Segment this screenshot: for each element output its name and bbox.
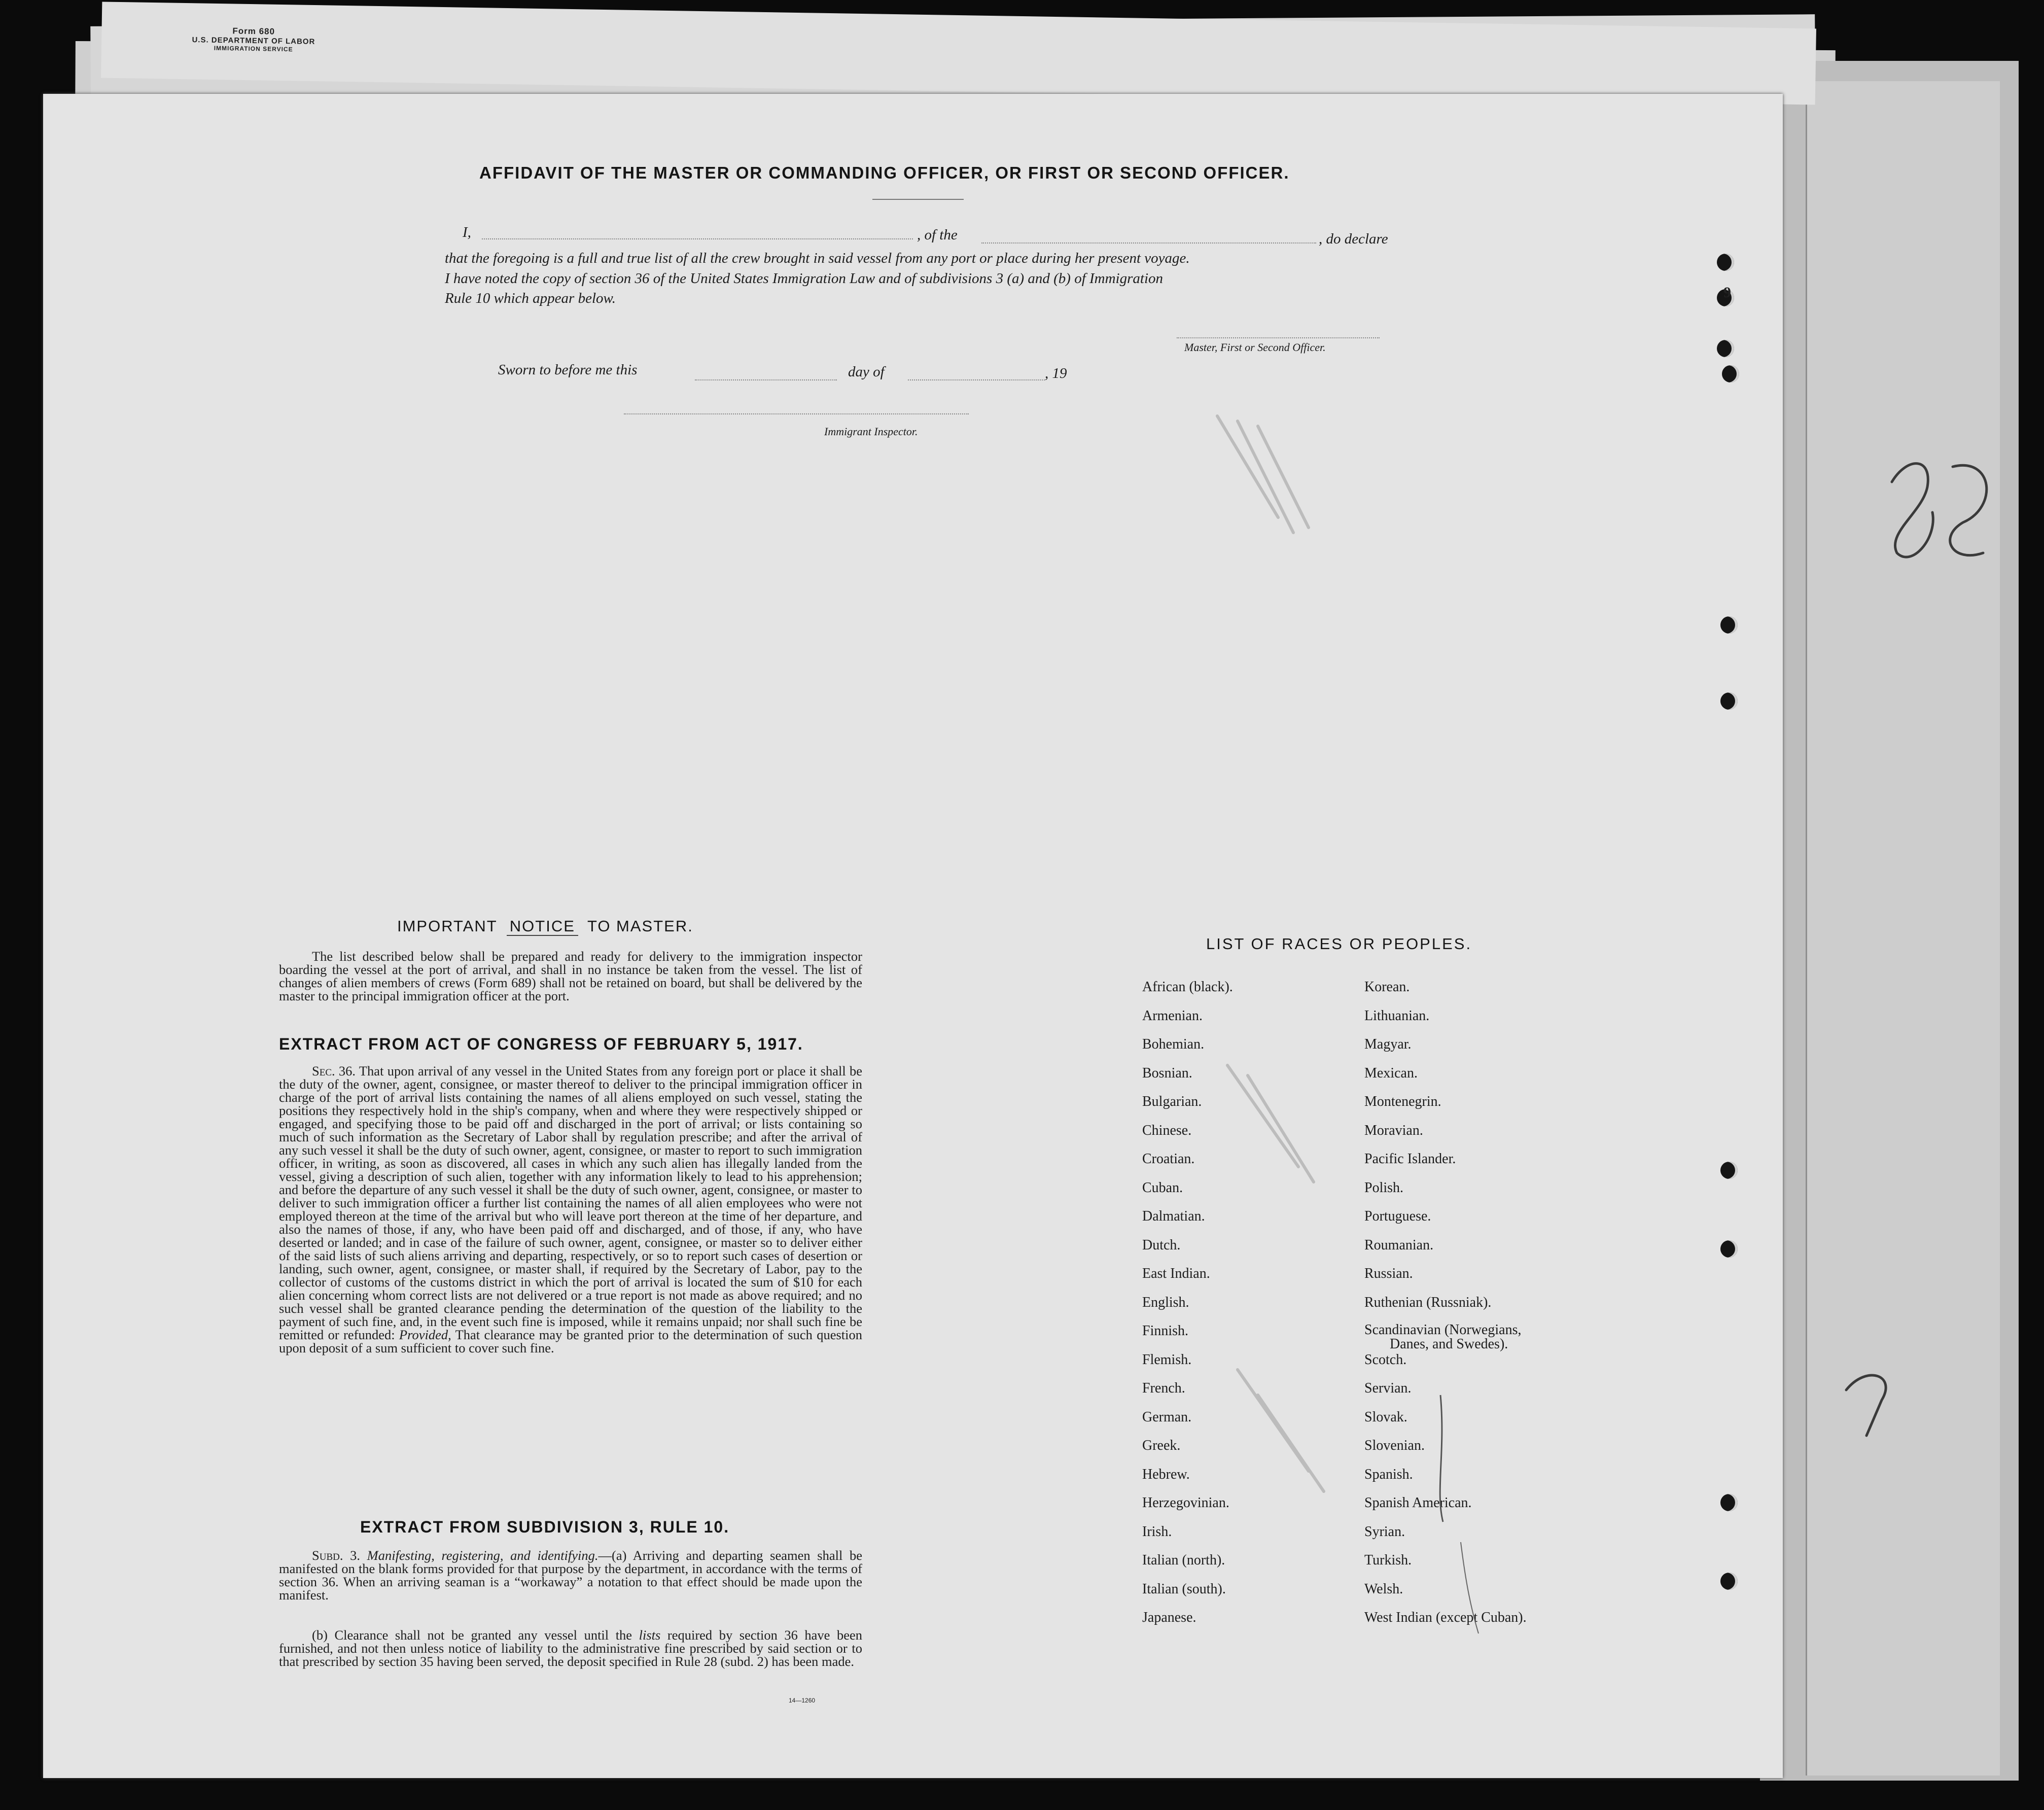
race-item: Herzegovinian. <box>1142 1495 1229 1511</box>
punch-hole <box>1720 1494 1738 1511</box>
proviso-text: That clearance may be granted prior to the determination of such question upon deposit of a sum sufficient to cover such fine. <box>279 1327 862 1355</box>
adjacent-page-ruled <box>1806 81 2000 1776</box>
act-extract-text <box>279 1064 862 1354</box>
punch-hole <box>1720 1162 1738 1179</box>
race-item-scandinavian-cont: Danes, and Swedes). <box>1390 1336 1508 1352</box>
form-tag <box>152 25 356 54</box>
race-item: Croatian. <box>1142 1151 1195 1167</box>
punch-hole <box>1720 1573 1738 1590</box>
service-label: IMMIGRATION SERVICE <box>214 44 293 53</box>
subd-para-a-text: —(a) Arriving and departing seamen shall be manifested on the blank forms provided for that purpose by the department, in accordance with the terms of section 36. When an arriving seaman is a “workaway” a notation to that effect should be made upon the manifest. <box>279 1548 862 1603</box>
race-item: Hebrew. <box>1142 1466 1190 1482</box>
affidavit-of-the: , of the <box>917 227 958 243</box>
race-item: English. <box>1142 1294 1189 1310</box>
notice-title-b: NOTICE <box>507 917 578 936</box>
affidavit-line-3: I have noted the copy of section 36 of the United States Immigration Law and of subdivisions 3 (a) and (b) of Immigration <box>445 270 1164 287</box>
punch-hole <box>1720 692 1738 710</box>
year-label: , 19 <box>1045 365 1067 381</box>
name-blank <box>482 238 913 239</box>
race-item: Ruthenian (Russniak). <box>1364 1294 1492 1310</box>
sworn-day-blank <box>695 379 837 380</box>
para-b-start: (b) Clearance shall not be granted any vessel until the <box>312 1627 632 1643</box>
race-item: Polish. <box>1364 1179 1404 1196</box>
race-item: Dutch. <box>1142 1237 1181 1253</box>
affidavit-declare: , do declare <box>1319 231 1388 247</box>
subd-label: Subd. 3. <box>312 1548 361 1563</box>
pencil-marks <box>1430 1390 1491 1644</box>
rule-para-b <box>279 1628 862 1668</box>
master-signature-line <box>1177 337 1380 338</box>
race-item: Moravian. <box>1364 1122 1423 1138</box>
race-item: West Indian (except Cuban). <box>1364 1610 1527 1625</box>
race-item: Scotch. <box>1364 1351 1407 1368</box>
race-item: Spanish. <box>1364 1466 1413 1482</box>
race-item: Chinese. <box>1142 1122 1192 1138</box>
race-item: Bosnian. <box>1142 1065 1192 1081</box>
day-of-label: day of <box>848 364 885 380</box>
race-item: Dalmatian. <box>1142 1208 1205 1224</box>
race-item: German. <box>1142 1409 1192 1425</box>
race-item: Irish. <box>1142 1523 1172 1540</box>
para-b-lists: lists <box>639 1627 661 1643</box>
title-rule <box>872 199 964 200</box>
race-item: East Indian. <box>1142 1266 1210 1281</box>
handwritten-mark <box>1836 1360 1912 1451</box>
race-item: Italian (north). <box>1142 1552 1225 1568</box>
race-item: Armenian. <box>1142 1007 1203 1024</box>
subd-heading: Manifesting, registering, and identifying. <box>367 1548 598 1563</box>
races-left-column <box>1142 979 1233 1639</box>
punch-hole <box>1717 340 1734 357</box>
print-code: 14—1260 <box>789 1697 816 1704</box>
rule-extract-title: EXTRACT FROM SUBDIVISION 3, RULE 10. <box>360 1518 730 1536</box>
notice-text: The list described below shall be prepared and ready for delivery to the immigration inspector boarding the vessel at the port of arrival, and shall in no instance be taken from the vessel. The list of changes of alien members of crews (Form 689) shall not be retained on board, but shall be delivered by the master to the principal immigration officer at the port. <box>279 949 862 1003</box>
race-item: Cuban. <box>1142 1179 1183 1196</box>
sworn-label: Sworn to before me this <box>498 362 638 378</box>
race-item: African (black). <box>1142 979 1233 995</box>
race-item: Welsh. <box>1364 1581 1403 1597</box>
race-item: Portuguese. <box>1364 1208 1431 1224</box>
notice-title-a: IMPORTANT <box>397 917 498 935</box>
race-item-scandinavian: Scandinavian (Norwegians, <box>1364 1322 1522 1338</box>
race-item: Magyar. <box>1364 1036 1412 1052</box>
punch-hole <box>1722 365 1739 382</box>
race-item: French. <box>1142 1380 1185 1396</box>
act-extract-title: EXTRACT FROM ACT OF CONGRESS OF FEBRUARY 5, 1917. <box>279 1035 803 1053</box>
race-item: Spanish American. <box>1364 1495 1472 1511</box>
affidavit-line-4: Rule 10 which appear below. <box>445 290 616 306</box>
race-item: Korean. <box>1364 979 1410 995</box>
section-36-text: That upon arrival of any vessel in the United States from any foreign port or place it shall be the duty of the owner, agent, consignee, or master thereof to deliver to the principal immigration officer in charge of the port of arrival lists containing the names of all aliens employed on such vessel, stating the positions they respectively hold in the ship's company, when and where they were respectively shipped or engaged, and specifying those to be paid off and discharged in the port of arrival; or lists containing so much of such information as the Secretary of Labor shall by regulation prescribe; and after the arrival of any such vessel it shall be the duty of such owner, agent, consignee, or master to report to such immigration officer, in writing, as soon as discovered, all cases in which any such alien has illegally landed from the vessel, giving a description of such alien, together with any information likely to lead to his apprehension; and before the departure of any such vessel it shall be the duty of such owner, agent, consignee, or master to deliver to such immigration officer a further list containing the names of all alien employees who were not employed thereon at the time of the arrival but who will leave port thereon at the time of her departure, and also the names of those, if any, who have been paid off and discharged, and of those, if any, who have deserted or landed; and in case of the failure of such owner, agent, consignee, or master so to deliver either of the said lists of such aliens arriving and departing, respectively, or so to report such cases of desertion or landing, such owner, agent, consignee, or master shall, if required by the Secretary of Labor, pay to the collector of customs of the customs district in which the port of arrival is located the sum of $10 for each alien concerning whom correct lists are not delivered or a true report is not made as above required; and no such vessel shall be granted clearance pending the determination of the question of the liability to the payment of such fine, and, in the event such fine is imposed, while it remains unpaid; nor shall such fine be remitted or refunded: <box>279 1063 862 1342</box>
race-item: Lithuanian. <box>1364 1007 1430 1024</box>
race-item: Turkish. <box>1364 1552 1412 1568</box>
race-item: Servian. <box>1364 1380 1412 1396</box>
master-signature-label: Master, First or Second Officer. <box>1184 341 1326 354</box>
para-b-rest: required by section 36 have been furnished, and not then unless notice of liability to the administrative fine prescribed by said section or to that prescribed by section 35 having been served, the deposit specified in Rule 28 (subd. 2) has been made. <box>279 1627 862 1669</box>
inspector-signature-line <box>624 413 969 414</box>
race-item: Bohemian. <box>1142 1036 1205 1052</box>
inspector-label: Immigrant Inspector. <box>824 425 918 438</box>
proviso-label: Provided, <box>399 1327 451 1342</box>
department-label: U.S. DEPARTMENT OF LABOR <box>192 36 315 46</box>
race-item: Slovak. <box>1364 1409 1407 1425</box>
race-item: Mexican. <box>1364 1065 1418 1081</box>
race-item: Greek. <box>1142 1438 1181 1453</box>
form-number: Form 680 <box>232 26 275 37</box>
month-blank <box>908 379 1045 380</box>
affidavit-i: I, <box>463 224 471 240</box>
race-item: Russian. <box>1364 1266 1413 1281</box>
race-item: Pacific Islander. <box>1364 1151 1456 1167</box>
race-item: Roumanian. <box>1364 1237 1434 1253</box>
race-item: Finnish. <box>1142 1323 1189 1339</box>
race-item <box>1364 1323 1527 1352</box>
notice-title <box>397 917 693 935</box>
handwritten-numeral <box>1877 446 2008 578</box>
race-item: Slovenian. <box>1364 1438 1425 1453</box>
race-item: Japanese. <box>1142 1610 1196 1625</box>
notice-title-c: TO MASTER. <box>587 917 693 935</box>
race-item: Montenegrin. <box>1364 1094 1441 1109</box>
affidavit-title: AFFIDAVIT OF THE MASTER OR COMMANDING OFFICER, OR FIRST OR SECOND OFFICER. <box>479 163 1290 182</box>
punch-hole <box>1717 254 1734 271</box>
handwritten-mark-right: 9 <box>1723 284 1731 301</box>
punch-hole <box>1720 1240 1738 1258</box>
race-item: Bulgarian. <box>1142 1094 1202 1109</box>
race-item: Syrian. <box>1364 1523 1405 1540</box>
affidavit-line-2: that the foregoing is a full and true list of all the crew brought in said vessel from any port or place during her present voyage. <box>445 250 1190 266</box>
race-item: Flemish. <box>1142 1351 1192 1368</box>
rule-para-a <box>279 1549 862 1602</box>
races-title: LIST OF RACES OR PEOPLES. <box>1206 935 1472 953</box>
race-item: Italian (south). <box>1142 1581 1226 1597</box>
vessel-blank <box>981 242 1316 243</box>
punch-hole <box>1720 616 1738 634</box>
section-36-label: Sec. 36. <box>312 1063 356 1078</box>
